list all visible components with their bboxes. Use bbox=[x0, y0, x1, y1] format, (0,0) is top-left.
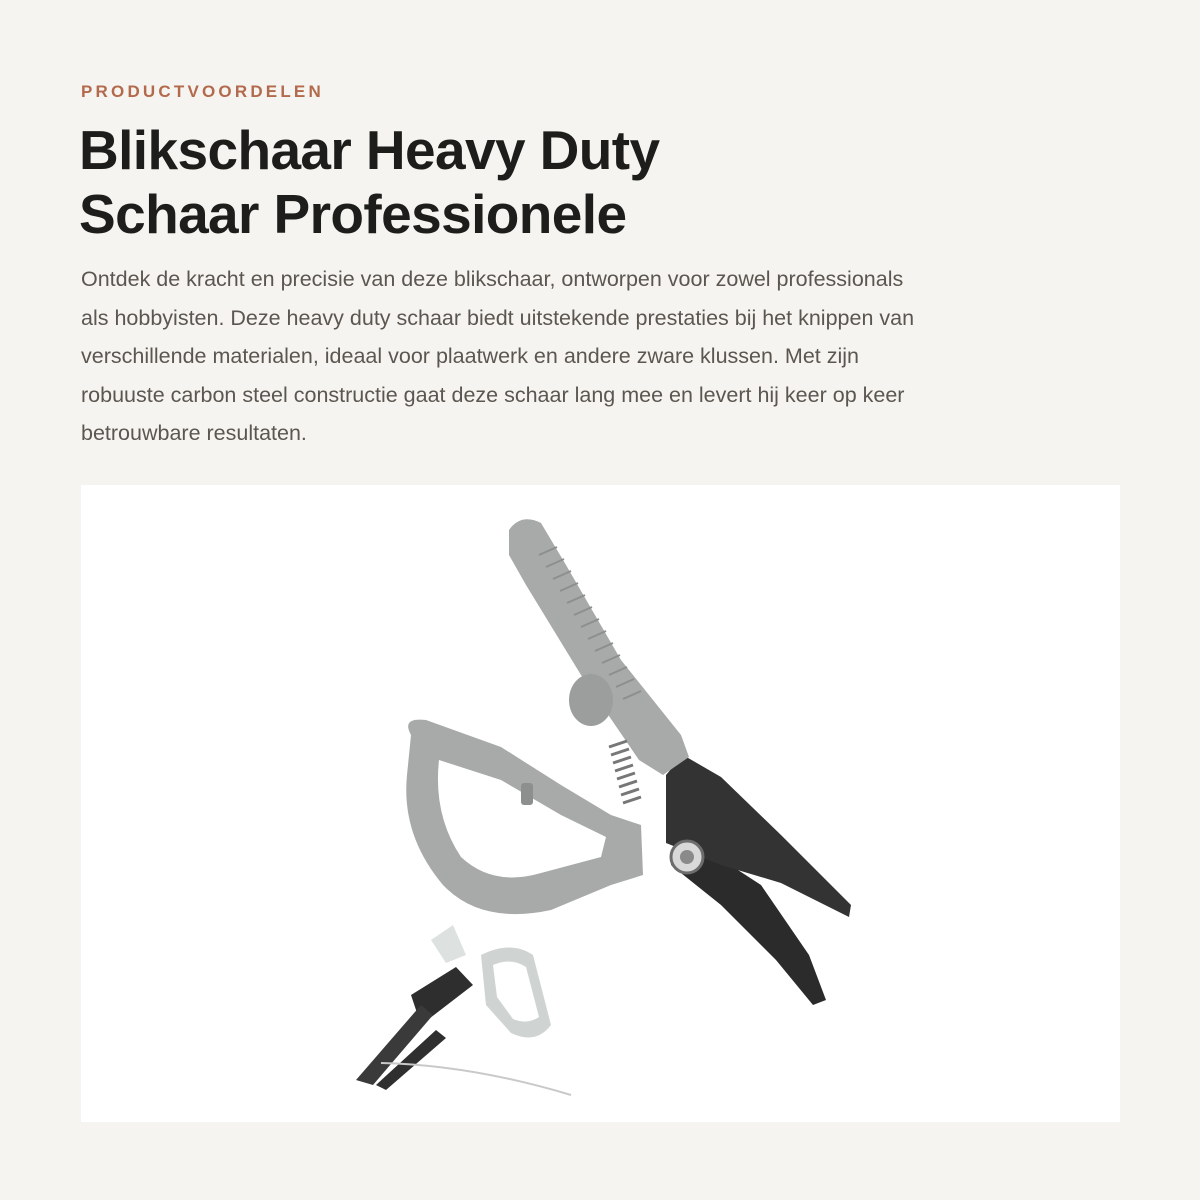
tin-snips-illustration bbox=[81, 485, 1120, 1122]
inset-snips bbox=[356, 925, 571, 1095]
description-line-4: robuuste carbon steel constructie gaat deze schaar lang mee en levert hij keer op keer bbox=[81, 382, 905, 407]
product-title bbox=[79, 118, 1119, 246]
description-line-5: betrouwbare resultaten. bbox=[81, 421, 307, 445]
upper-handle bbox=[509, 519, 689, 775]
lower-handle bbox=[406, 720, 643, 915]
section-eyebrow: PRODUCTVOORDELEN bbox=[81, 82, 324, 101]
description-line-2: als hobbyisten. Deze heavy duty schaar biedt uitstekende prestaties bij het knippen van bbox=[81, 305, 915, 330]
product-title-line-1: Blikschaar Heavy Duty bbox=[79, 119, 660, 181]
description-line-1: Ontdek de kracht en precisie van deze blikschaar, ontworpen voor zowel professionals bbox=[81, 267, 904, 291]
lock-knob bbox=[569, 674, 613, 726]
product-image-card bbox=[81, 485, 1120, 1122]
product-title-line-2: Schaar Professionele bbox=[79, 183, 627, 245]
description-line-3: verschillende materialen, ideaal voor plaatwerk en andere zware klussen. Met zijn bbox=[81, 344, 859, 368]
product-description bbox=[81, 260, 1121, 453]
main-snips bbox=[406, 519, 851, 1005]
